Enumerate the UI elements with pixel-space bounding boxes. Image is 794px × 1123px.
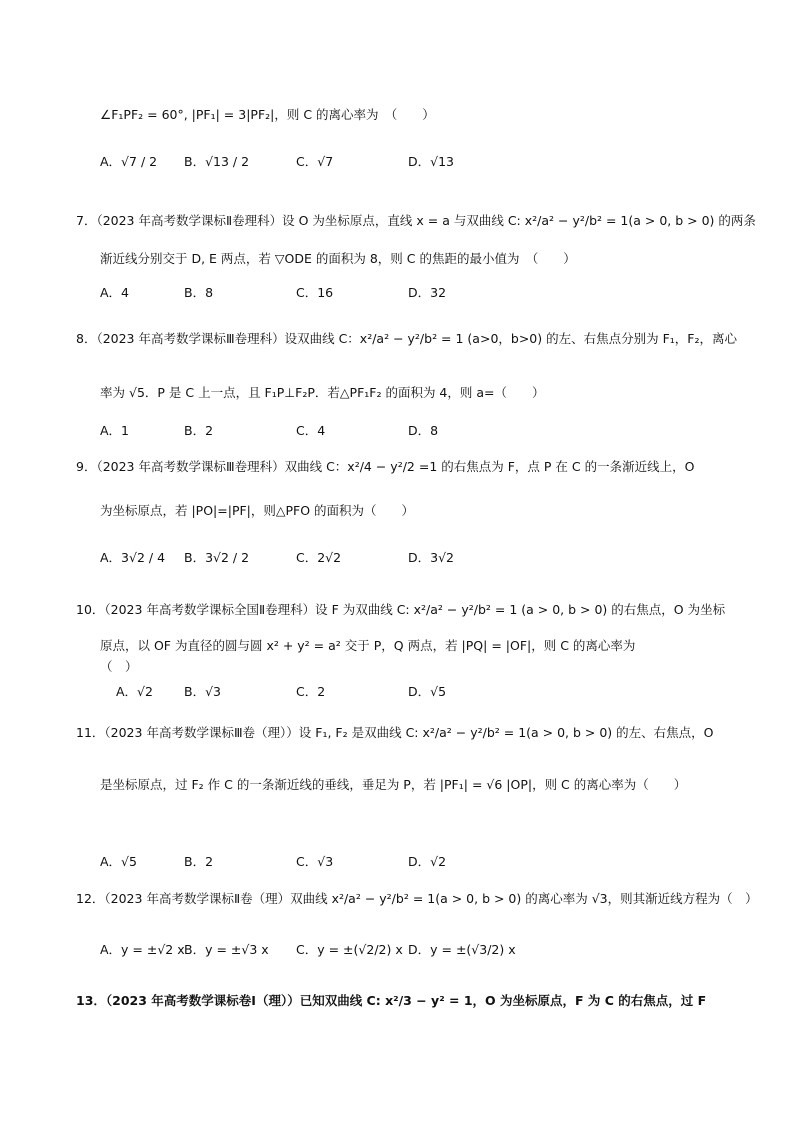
question-9-stem-continued: 为坐标原点，若 |PO|=|PF|，则△PFO 的面积为（ ） <box>100 503 415 518</box>
option-a: A．√7 / 2 <box>100 154 158 169</box>
option-c: C．y = ±(√2/2) x <box>296 942 403 957</box>
option-a: A．y = ±√2 x <box>100 942 185 957</box>
option-c: C．√7 <box>296 154 334 169</box>
question-10-stem-paren: （ ） <box>100 659 138 674</box>
option-d: D．√2 <box>408 854 447 869</box>
option-a: A．4 <box>100 285 130 300</box>
question-7-stem-continued: 渐近线分别交于 D, E 两点，若 ▽ODE 的面积为 8，则 C 的焦距的最小值为 （ ） <box>100 251 576 266</box>
option-a: A．3√2 / 4 <box>100 550 166 565</box>
question-10-stem: 10．（2023 年高考数学课标全国Ⅱ卷理科）设 F 为双曲线 C: x²/a² − y²/b² = 1 (a > 0, b > 0) 的右焦点，O 为坐标 <box>76 602 726 617</box>
question-12-stem: 12．（2023 年高考数学课标Ⅱ卷（理）双曲线 x²/a² − y²/b² = 1(a > 0, b > 0) 的离心率为 √3，则其渐近线方程为（ ） <box>76 891 758 906</box>
option-b: B．8 <box>184 285 214 300</box>
question-7-stem: 7．（2023 年高考数学课标Ⅱ卷理科）设 O 为坐标原点，直线 x = a 与双曲线 C: x²/a² − y²/b² = 1(a > 0, b > 0) 的两条 <box>76 213 756 228</box>
option-a: A．1 <box>100 423 130 438</box>
option-b: B．√13 / 2 <box>184 154 250 169</box>
option-c: C．16 <box>296 285 334 300</box>
option-b: B．√3 <box>184 684 221 699</box>
option-c: C．2√2 <box>296 550 342 565</box>
question-8-stem: 8．（2023 年高考数学课标Ⅲ卷理科）设双曲线 C：x²/a² − y²/b² = 1 (a>0，b>0) 的左、右焦点分别为 F₁，F₂，离心 <box>76 331 737 346</box>
option-b: B．2 <box>184 423 214 438</box>
option-d: D．3√2 <box>408 550 454 565</box>
option-c: C．2 <box>296 684 326 699</box>
question-11-stem-continued: 是坐标原点，过 F₂ 作 C 的一条渐近线的垂线，垂足为 P，若 |PF₁| = √6 |OP|，则 C 的离心率为（ ） <box>100 777 687 792</box>
option-b: B．3√2 / 2 <box>184 550 250 565</box>
question-8-stem-continued: 率为 √5．P 是 C 上一点，且 F₁P⊥F₂P．若△PF₁F₂ 的面积为 4，则 a=（ ） <box>100 385 545 400</box>
option-d: D．√13 <box>408 154 454 169</box>
option-d: D．8 <box>408 423 439 438</box>
option-d: D．32 <box>408 285 447 300</box>
option-b: B．y = ±√3 x <box>184 942 269 957</box>
question-10-stem-continued: 原点，以 OF 为直径的圆与圆 x² + y² = a² 交于 P，Q 两点，若 |PQ| = |OF|，则 C 的离心率为 <box>100 638 636 653</box>
option-d: D．y = ±(√3/2) x <box>408 942 516 957</box>
option-c: C．√3 <box>296 854 334 869</box>
option-a: A．√2 <box>116 684 153 699</box>
question-fragment-text: ∠F₁PF₂ = 60°, |PF₁| = 3|PF₂|，则 C 的离心率为 （ ） <box>100 107 435 122</box>
question-11-stem: 11．（2023 年高考数学课标Ⅲ卷（理））设 F₁, F₂ 是双曲线 C: x²/a² − y²/b² = 1(a > 0, b > 0) 的左、右焦点，O <box>76 725 714 740</box>
question-13-stem: 13．（2023 年高考数学课标卷Ⅰ（理））已知双曲线 C: x²/3 − y² = 1，O 为坐标原点，F 为 C 的右焦点，过 F <box>76 993 707 1008</box>
option-d: D．√5 <box>408 684 447 699</box>
question-9-stem: 9．（2023 年高考数学课标Ⅲ卷理科）双曲线 C：x²/4 − y²/2 =1 的右焦点为 F，点 P 在 C 的一条渐近线上，O <box>76 459 695 474</box>
option-c: C．4 <box>296 423 326 438</box>
option-b: B．2 <box>184 854 214 869</box>
option-a: A．√5 <box>100 854 137 869</box>
